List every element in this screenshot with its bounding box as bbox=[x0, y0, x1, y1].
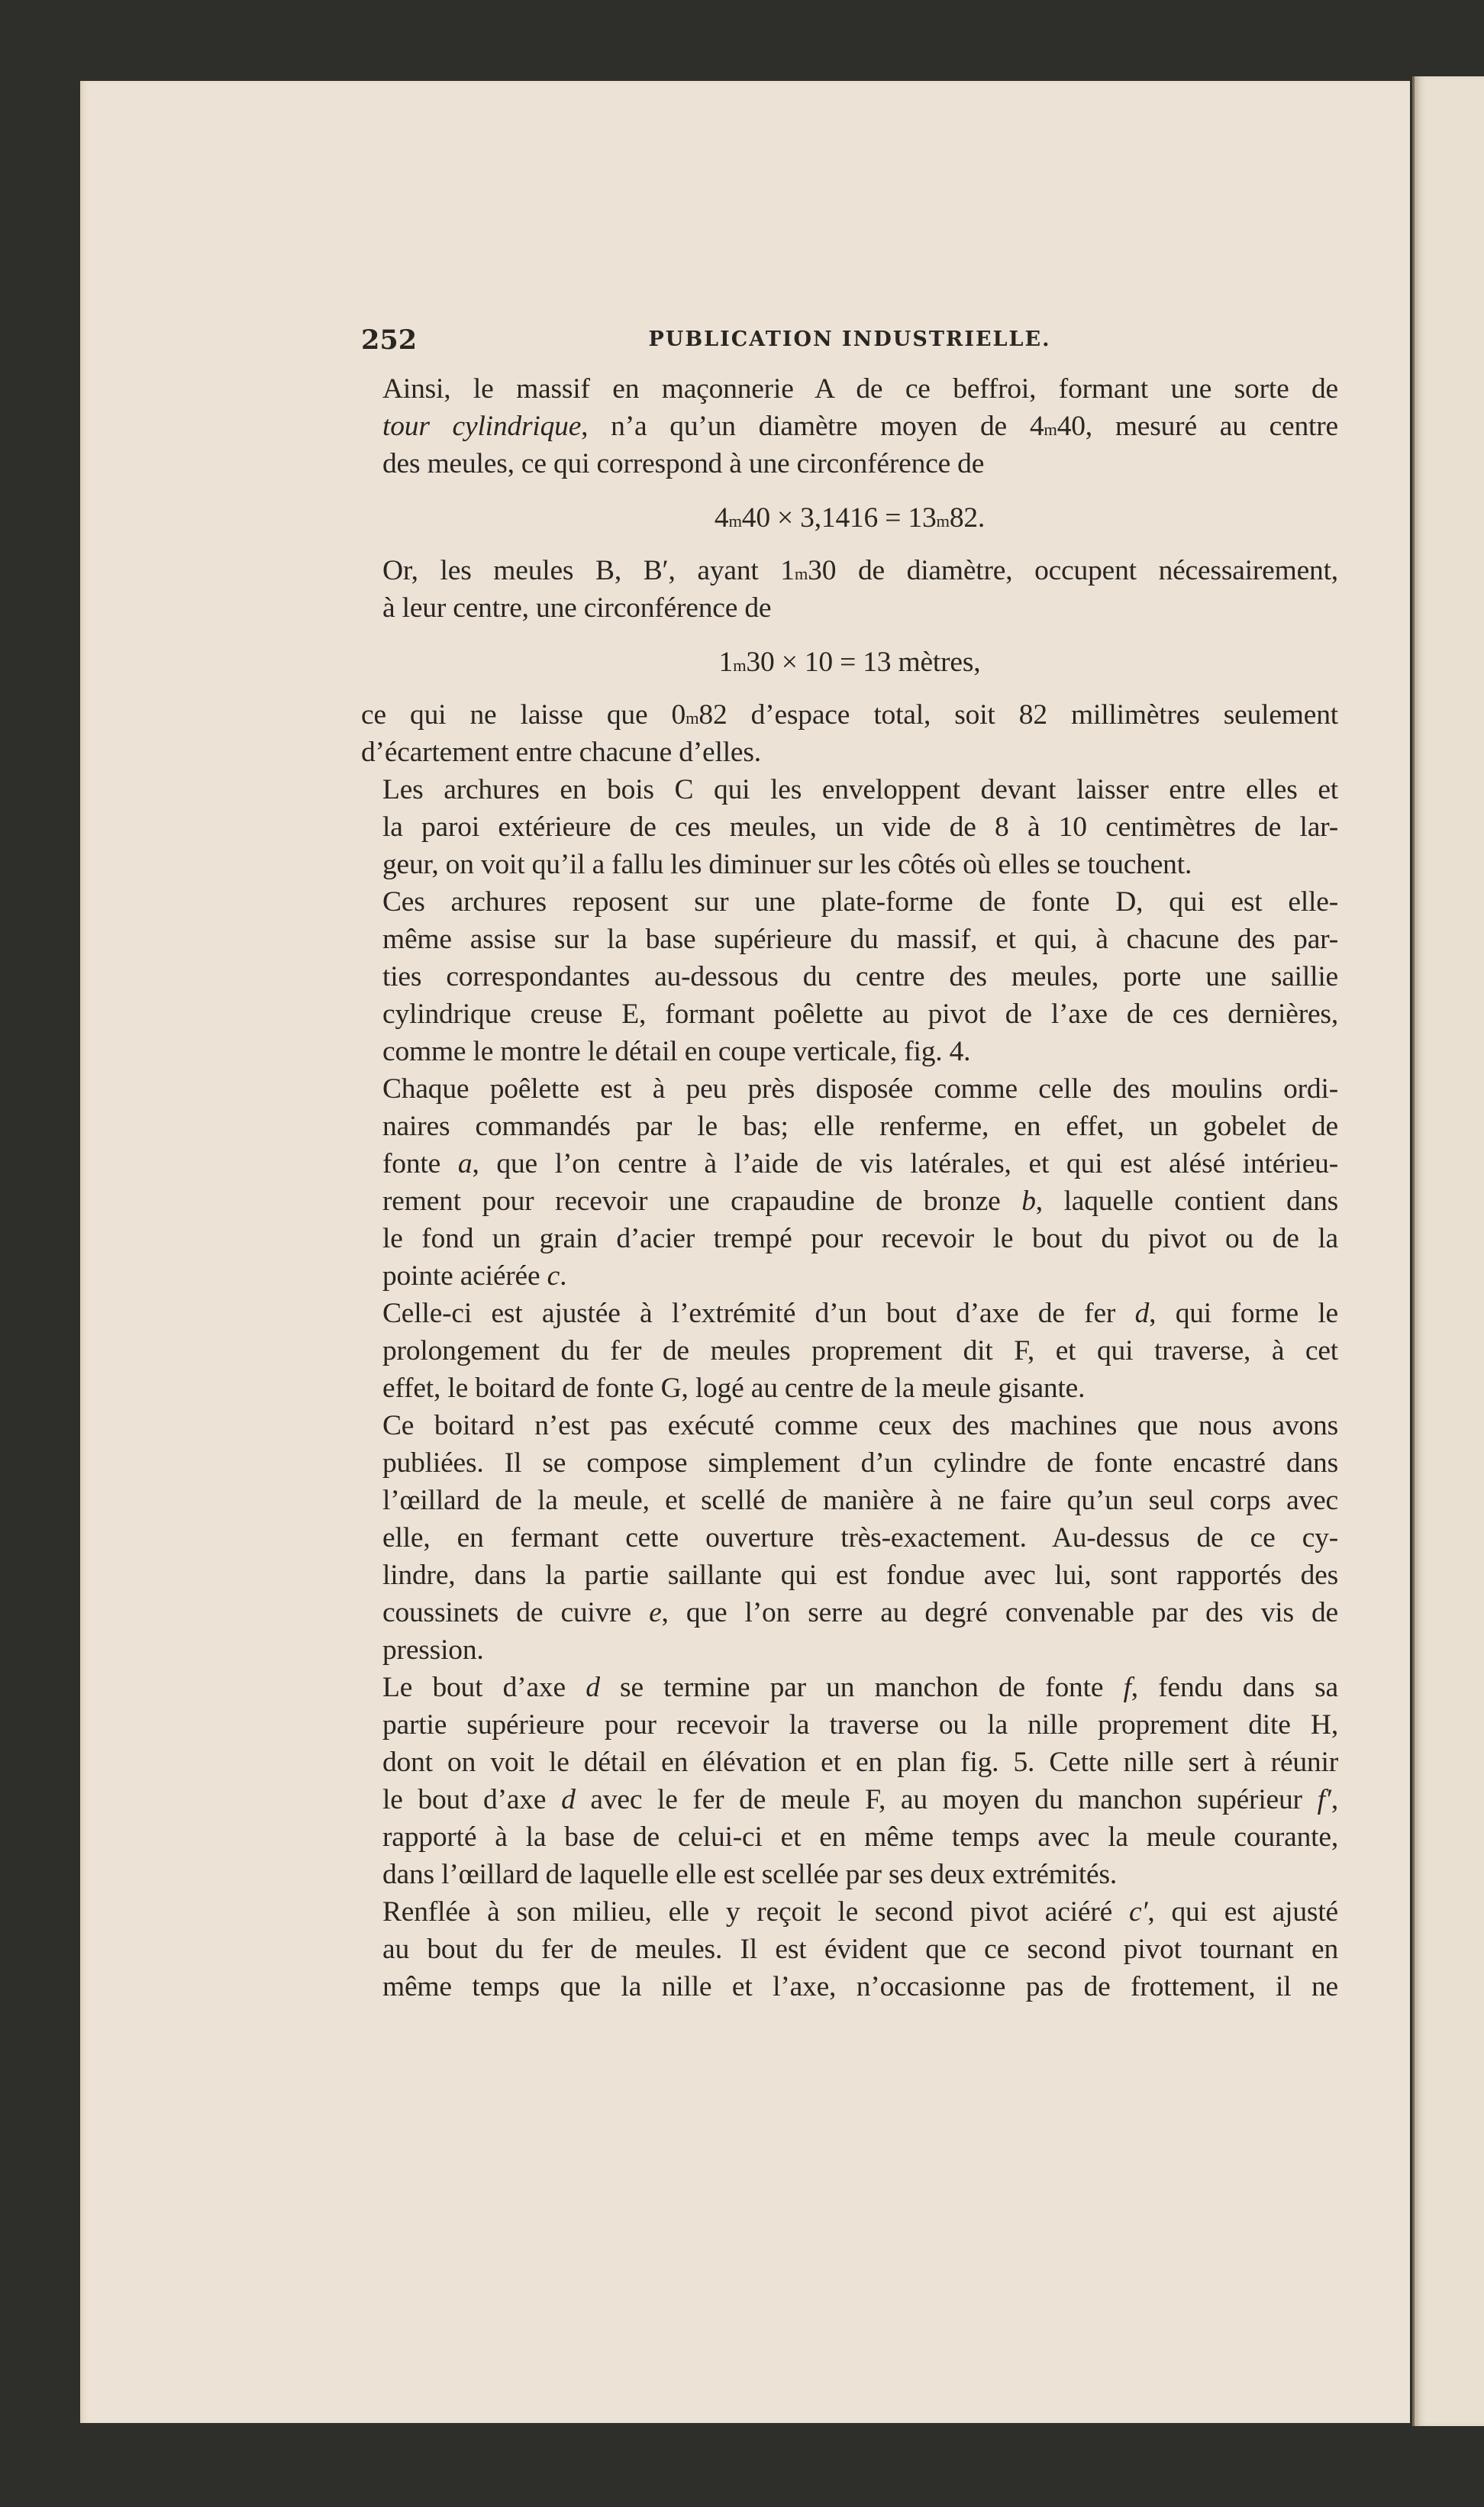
paragraph bbox=[361, 883, 1338, 1070]
text-line: même assise sur la base supérieure du massif, et qui, à chacune des par- bbox=[382, 924, 1338, 955]
text-line: à leur centre, une circonférence de bbox=[382, 592, 772, 624]
text-line: naires commandés par le bas; elle renferme, en effet, un gobelet de bbox=[382, 1111, 1338, 1142]
running-header bbox=[361, 324, 1338, 355]
paragraph bbox=[361, 771, 1338, 883]
text-line: au bout du fer de meules. Il est évident que ce second pivot tournant en bbox=[382, 1934, 1338, 1965]
paragraph bbox=[361, 1669, 1338, 1893]
paragraph bbox=[361, 552, 1338, 627]
text-line: des meules, ce qui correspond à une circonférence de bbox=[382, 448, 985, 479]
text-line: Ces archures reposent sur une plate-forme de fonte D, qui est elle- bbox=[382, 886, 1338, 918]
paragraph bbox=[361, 1893, 1338, 2005]
text-line: pointe aciérée c. bbox=[382, 1260, 567, 1292]
text-line: Ainsi, le massif en maçonnerie A de ce beffroi, formant une sorte de bbox=[382, 373, 1338, 405]
text-line: partie supérieure pour recevoir la traverse ou la nille proprement dite H, bbox=[382, 1709, 1338, 1741]
text-line: ce qui ne laisse que 0$^m$82 d’espace total, soit 82 millimètres seulement bbox=[361, 699, 1338, 731]
text-line: le fond un grain d’acier trempé pour recevoir le bout du pivot ou de la bbox=[382, 1223, 1338, 1254]
text-line: Or, les meules B, B′, ayant 1$^m$30 de diamètre, occupent nécessairement, bbox=[382, 555, 1338, 586]
text-line: la paroi extérieure de ces meules, un vide de 8 à 10 centimètres de lar- bbox=[382, 811, 1338, 843]
text-line: publiées. Il se compose simplement d’un cylindre de fonte encastré dans bbox=[382, 1447, 1338, 1479]
text-line: Les archures en bois C qui les enveloppent devant laisser entre elles et bbox=[382, 774, 1338, 805]
text-line: cylindrique creuse E, formant poêlette au pivot de l’axe de ces dernières, bbox=[382, 999, 1338, 1030]
text-line: geur, on voit qu’il a fallu les diminuer sur les côtés où elles se touchent. bbox=[382, 849, 1192, 880]
paragraph bbox=[361, 1407, 1338, 1669]
body-text bbox=[361, 370, 1338, 2005]
text-line: prolongement du fer de meules proprement dit F, et qui traverse, à cet bbox=[382, 1335, 1338, 1366]
text-line: Celle-ci est ajustée à l’extrémité d’un bout d’axe de fer d, qui forme le bbox=[382, 1298, 1338, 1329]
text-line: pression. bbox=[382, 1634, 484, 1666]
paragraph bbox=[361, 370, 1338, 482]
text-line: Renflée à son milieu, elle y reçoit le second pivot aciéré c′, qui est ajusté bbox=[382, 1896, 1338, 1928]
text-line: comme le montre le détail en coupe verticale, fig. 4. bbox=[382, 1036, 971, 1067]
text-line: dans l’œillard de laquelle elle est scellée par ses deux extrémités. bbox=[382, 1859, 1118, 1890]
text-line: elle, en fermant cette ouverture très-exactement. Au-dessus de ce cy- bbox=[382, 1522, 1338, 1554]
paragraph bbox=[361, 1295, 1338, 1407]
text-line: dont on voit le détail en élévation et en plan fig. 5. Cette nille sert à réunir bbox=[382, 1747, 1338, 1778]
formula: $4^m40 \times 3,1416 = 13^m82$. bbox=[714, 502, 986, 534]
text-line: tour cylindrique, n’a qu’un diamètre moyen de 4$^m$40, mesuré au centre bbox=[382, 411, 1338, 442]
text-line: le bout d’axe d avec le fer de meule F, au moyen du manchon supérieur f′, bbox=[382, 1784, 1338, 1815]
text-line: rement pour recevoir une crapaudine de bronze b, laquelle contient dans bbox=[382, 1186, 1339, 1217]
paragraph bbox=[361, 1070, 1338, 1295]
text-line: Ce boitard n’est pas exécuté comme ceux des machines que nous avons bbox=[382, 1410, 1338, 1441]
text-line: coussinets de cuivre e, que l’on serre au degré convenable par des vis de bbox=[382, 1597, 1338, 1628]
text-line: d’écartement entre chacune d’elles. bbox=[361, 737, 761, 768]
running-title: PUBLICATION INDUSTRIELLE. bbox=[648, 327, 1051, 351]
text-line: lindre, dans la partie saillante qui est fondue avec lui, sont rapportés des bbox=[382, 1560, 1338, 1591]
text-line: même temps que la nille et l’axe, n’occasionne pas de frottement, il ne bbox=[382, 1971, 1338, 2002]
text-line: l’œillard de la meule, et scellé de manière à ne faire qu’un seul corps avec bbox=[382, 1485, 1338, 1516]
formula: $1^m30 \times 10 = 13$ mètres, bbox=[718, 647, 981, 678]
facing-page-edge bbox=[1412, 76, 1484, 2426]
text-line: fonte a, que l’on centre à l’aide de vis latérales, et qui est alésé intérieu- bbox=[382, 1148, 1338, 1179]
text-line: ties correspondantes au-dessous du centre des meules, porte une saillie bbox=[382, 961, 1338, 992]
text-line: rapporté à la base de celui-ci et en même temps avec la meule courante, bbox=[382, 1821, 1338, 1853]
text-line: Le bout d’axe d se termine par un manchon de fonte f, fendu dans sa bbox=[382, 1672, 1338, 1703]
text-line: Chaque poêlette est à peu près disposée comme celle des moulins ordi- bbox=[382, 1073, 1338, 1105]
paragraph bbox=[361, 696, 1338, 771]
page-number: 252 bbox=[361, 324, 418, 356]
text-line: effet, le boitard de fonte G, logé au centre de la meule gisante. bbox=[382, 1373, 1086, 1404]
